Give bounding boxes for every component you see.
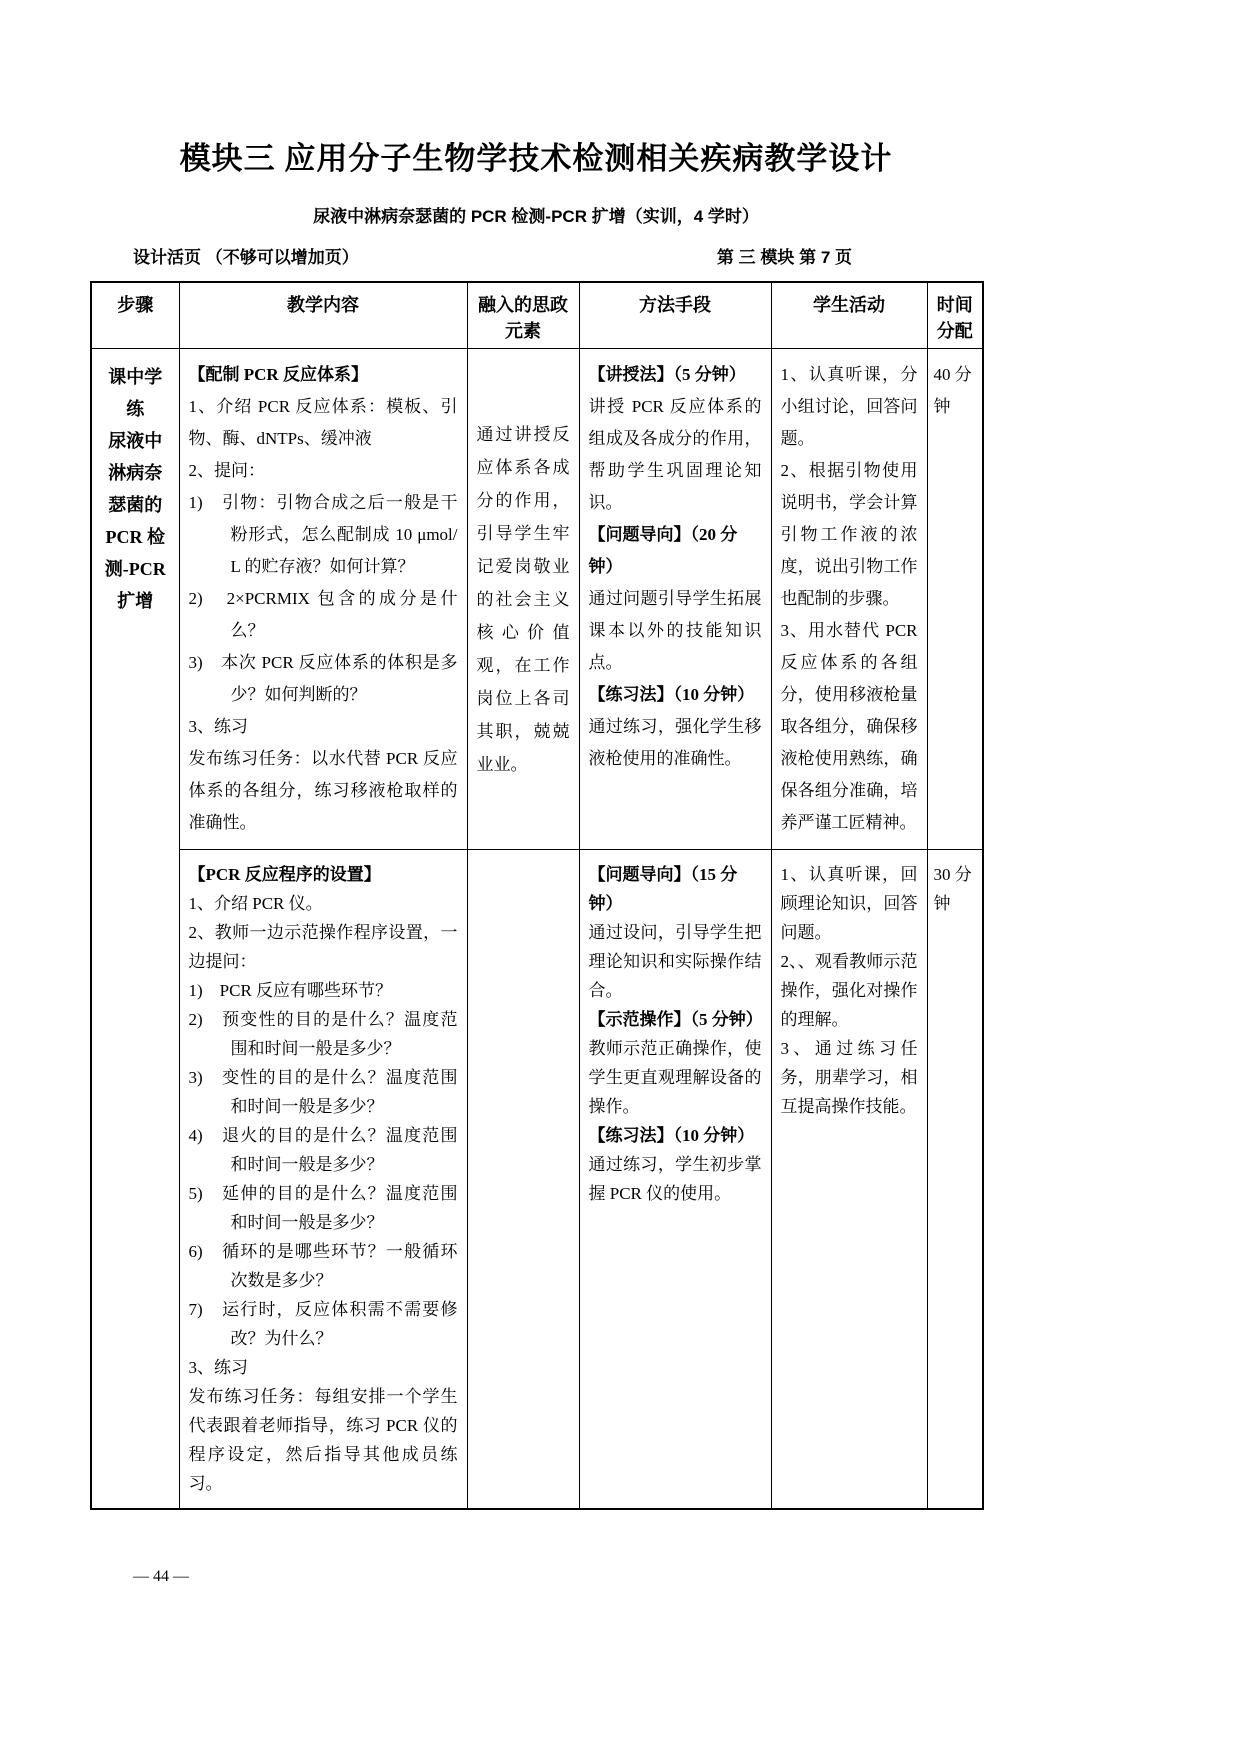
cell-teaching-content-row1: 【配制 PCR 反应体系】 1、介绍 PCR 反应体系：模板、引物、酶、dNTPs、缓冲液 2、提问： 1) 引物：引物合成之后一般是干粉形式，怎么配制成 10 μmol/L 的贮存液？如何计算？ 2) 2×PCRMIX 包含的成分是什么？ 3) 本次 PCR 反应体系的体积是多少？如何判断的？ 3、练习 发布练习任务：以水代替 PCR 反应体系的各组分，练习移液枪取样的准确性。 <box>179 349 467 850</box>
cell-activities-row1: 1、认真听课，分小组讨论，回答问题。 2、根据引物使用说明书，学会计算引物工作液的浓度，说出引物工作也配制的步骤。 3、用水替代 PCR 反应体系的各组分，使用移液枪量取各组分，确保移液枪使用熟练，确保各组分准确，培养严谨工匠精神。 <box>771 349 927 850</box>
header-cell-methods: 方法手段 <box>579 282 771 349</box>
header-cell-ideology-element: 融入的思政 元素 <box>467 282 579 349</box>
document-page <box>90 0 982 1586</box>
header-cell-time-allocation: 时间 分配 <box>927 282 983 349</box>
page-subtitle: 尿液中淋病奈瑟菌的 PCR 检测-PCR 扩增（实训，4 学时） <box>313 207 759 226</box>
header-cell-teaching-content: 教学内容 <box>179 282 467 349</box>
header-cell-step: 步骤 <box>91 282 179 349</box>
cell-ideology-row1: 通过讲授反应体系各成分的作用，引导学生牢记爱岗敬业的社会主义核心价值观，在工作岗位上各司其职，兢兢业业。 <box>467 349 579 850</box>
cell-time-row2: 30 分 钟 <box>927 850 983 1510</box>
meta-design-sheet-label: 设计活页 （不够可以增加页） <box>133 248 359 267</box>
cell-step: 课中学练 尿液中淋病奈瑟菌的 PCR 检测-PCR 扩增 <box>91 349 179 1510</box>
cell-activities-row2: 1、认真听课，回顾理论知识，回答问题。 2、、观看教师示范操作，强化对操作的理解。 3、通过练习任务，朋辈学习，相互提高操作技能。 <box>771 850 927 1510</box>
cell-ideology-row2 <box>467 850 579 1510</box>
cell-methods-row2: 【问题导向】（15 分钟） 通过设问，引导学生把理论知识和实际操作结合。 【示范操作】（5 分钟） 教师示范正确操作，使学生更直观理解设备的操作。 【练习法】（10 分钟） 通过练习，学生初步掌握 PCR 仪的使用。 <box>579 850 771 1510</box>
page-number: — 44 — <box>133 1568 189 1585</box>
table-row-pcr-system <box>91 349 983 850</box>
page-title: 模块三 应用分子生物学技术检测相关疾病教学设计 <box>179 141 893 176</box>
lesson-design-table <box>90 281 984 1510</box>
header-cell-student-activity: 学生活动 <box>771 282 927 349</box>
table-row-pcr-program <box>91 850 983 1510</box>
cell-methods-row1: 【讲授法】（5 分钟） 讲授 PCR 反应体系的组成及各成分的作用，帮助学生巩固理论知识。 【问题导向】（20 分钟） 通过问题引导学生拓展课本以外的技能知识点。 【练习法】（10 分钟） 通过练习，强化学生移液枪使用的准确性。 <box>579 349 771 850</box>
cell-teaching-content-row2: 【PCR 反应程序的设置】 1、介绍 PCR 仪。 2、教师一边示范操作程序设置，一边提问： 1) PCR 反应有哪些环节？ 2) 预变性的目的是什么？温度范围和时间一般是多少？ 3) 变性的目的是什么？温度范围和时间一般是多少？ 4) 退火的目的是什么？温度范围和时间一般是多少？ 5) 延伸的目的是什么？温度范围和时间一般是多少？ 6) 循环的是哪些环节？一般循环次数是多少？ 7) 运行时，反应体积需不需要修改？为什么？ 3、练习 发布练习任务：每组安排一个学生代表跟着老师指导，练习 PCR 仪的程序设定，然后指导其他成员练习。 <box>179 850 467 1510</box>
meta-line <box>90 243 982 268</box>
meta-module-page-label: 第 三 模块 第 7 页 <box>716 248 852 267</box>
cell-time-row1: 40 分 钟 <box>927 349 983 850</box>
table-header-row <box>91 282 983 349</box>
